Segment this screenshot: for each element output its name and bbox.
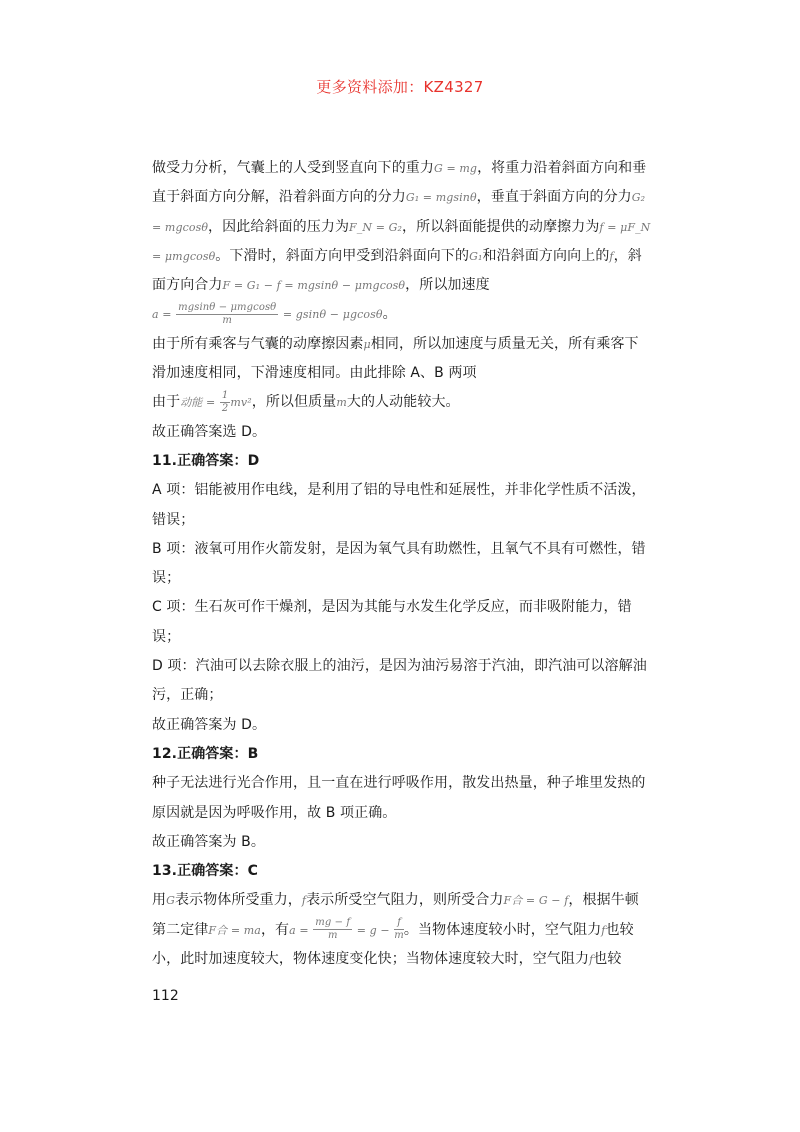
answer-heading-13: 13.正确答案：C (152, 863, 258, 880)
answer-line-10: 故正确答案选 D。 (152, 423, 267, 440)
formula-ke-rhs: mv² (230, 396, 252, 410)
formula-g: G (166, 894, 175, 908)
text: 由于 (152, 394, 181, 411)
text: 。 (382, 306, 397, 323)
formula-g1-ref: G₁ (469, 249, 483, 263)
formula-newton: F合 = ma (208, 923, 261, 937)
formula-a-mid: = g − (356, 923, 390, 937)
formula-ke-lhs: 动能 = (180, 396, 216, 410)
text: ，有 (260, 921, 290, 938)
formula-ke-fraction (220, 390, 230, 415)
formula-mass: m (336, 396, 347, 410)
text: ，根据牛顿第二定律 (152, 892, 639, 938)
text: 表示所受空气阻力，则所受合力 (306, 892, 504, 909)
fraction-denominator: m (327, 930, 338, 942)
text: ，垂直于斜面方向的分力 (476, 189, 632, 206)
fraction-numerator: f (394, 917, 404, 930)
text: 大的人动能较大。 (346, 394, 460, 411)
paragraph-kinetic-energy (152, 388, 652, 417)
fraction-numerator: 1 (221, 389, 229, 401)
text: ，所以但质量 (251, 394, 337, 411)
formula-a-lhs: a = (289, 923, 309, 937)
text: ，将重力沿着斜面方向和垂直于斜面方向分解，沿着斜面方向的分力 (152, 160, 647, 206)
option-a-11: A 项：铝能被用作电线，是利用了铝的导电性和延展性，并非化学性质不活泼，错误； (152, 482, 646, 528)
formula-accel-lhs: a = (152, 308, 172, 322)
text: 表示物体所受重力， (175, 892, 302, 909)
formula-gravity: G = mg (434, 162, 478, 175)
text: ，因此给斜面的压力为 (208, 218, 350, 235)
text: 。当物体速度较小时，空气阻力 (403, 921, 602, 938)
text: 由于所有乘客与气囊的动摩擦因素 (152, 335, 364, 352)
text: 和沿斜面方向向上的 (482, 247, 610, 264)
fraction-denominator: 2 (221, 402, 229, 414)
text: 相同，所以加速度与质量无关，所有乘客下滑加速度相同，下滑速度相同。由此排除 A、B 两项 (152, 335, 639, 382)
explanation-12: 种子无法进行光合作用，且一直在进行呼吸作用，散发出热量，种子堆里发热的原因就是因为呼吸作用，故 B 项正确。 (152, 775, 646, 821)
formula-fn: F_N = G₂ (349, 220, 403, 234)
fraction-denominator: m (222, 314, 233, 326)
fraction-denominator: m (394, 930, 404, 942)
answer-heading-11: 11.正确答案：D (152, 452, 260, 469)
formula-accel-fraction (176, 302, 278, 327)
formula-friction: f = μF_N = μmgcosθ (152, 220, 651, 263)
answer-heading-12: 12.正确答案：B (152, 745, 259, 762)
text: 也较 (593, 951, 622, 968)
document-body (152, 154, 652, 974)
formula-f-ref-1: f (601, 923, 606, 937)
formula-g1: G₁ = mgsinθ (405, 191, 477, 205)
fraction-numerator: mgsinθ − μmgcosθ (178, 301, 277, 313)
page-number: 112 (152, 988, 179, 1004)
formula-net-force: F = G₁ − f = mgsinθ − μmgcosθ (222, 279, 406, 293)
fraction-numerator: mg − f (315, 917, 351, 929)
formula-a-fraction (313, 917, 352, 942)
header-contact-text: 更多资料添加：KZ4327 (316, 78, 484, 96)
text: ，所以斜面能提供的动摩擦力为 (402, 218, 600, 235)
formula-mu: μ (363, 337, 371, 351)
text: ，斜面方向合力 (152, 247, 642, 294)
formula-f: f (301, 894, 307, 908)
formula-net: F合 = G − f (503, 894, 569, 908)
paragraph-friction-coefficient (152, 330, 652, 389)
option-b-11: B 项：液氧可用作火箭发射，是因为氧气具有助燃性，且氧气不具有可燃性，错误； (152, 540, 646, 587)
formula-accel-rhs: = gsinθ − μgcosθ (282, 308, 383, 322)
formula-g2: G₂ = mgcosθ (152, 191, 646, 234)
text: 用 (152, 892, 167, 909)
explanation-13 (152, 886, 652, 974)
option-c-11: C 项：生石灰可作干燥剂，是因为其能与水发生化学反应，而非吸附能力，错误； (152, 599, 632, 645)
paragraph-force-analysis (152, 154, 652, 330)
answer-line-11: 故正确答案为 D。 (152, 716, 267, 733)
formula-f-ref: f (609, 249, 614, 263)
text: 。下滑时，斜面方向甲受到沿斜面向下的 (215, 247, 470, 264)
formula-a-fraction-2 (394, 917, 404, 942)
option-d-11: D 项：汽油可以去除衣服上的油污，是因为油污易溶于汽油，即汽油可以溶解油污，正确； (152, 658, 647, 704)
text: 做受力分析，气囊上的人受到竖直向下的重力 (152, 160, 434, 176)
text: 也较小，此时加速度较大，物体速度变化快；当物体速度较大时，空气阻力 (152, 921, 634, 968)
formula-f-ref-2: f (589, 953, 594, 967)
answer-line-12: 故正确答案为 B。 (152, 833, 265, 850)
text: ，所以加速度 (405, 277, 490, 294)
